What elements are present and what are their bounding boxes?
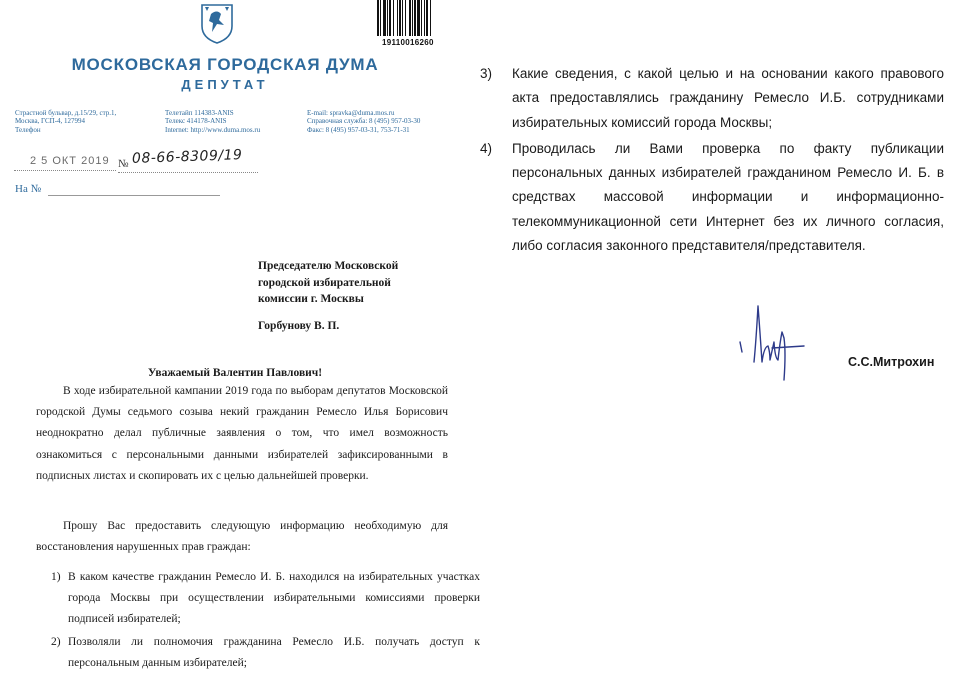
reference-line bbox=[48, 195, 220, 196]
org-name: МОСКОВСКАЯ ГОРОДСКАЯ ДУМА bbox=[71, 55, 379, 74]
contact-telex bbox=[165, 109, 260, 134]
letter-page-2 bbox=[470, 0, 960, 676]
addressee-line: комиссии г. Москвы bbox=[258, 293, 364, 305]
email-line: E-mail: spravka@duma.mos.ru bbox=[307, 109, 395, 117]
email-line: Факс: 8 (495) 957-03-31, 753-71-31 bbox=[307, 125, 410, 134]
number-line bbox=[118, 172, 258, 173]
request-list-continued bbox=[480, 62, 944, 258]
list-item-text: Позволяли ли полномочия гражданина Ремесло И.Б. получать доступ к персональным данным избирателей; bbox=[68, 636, 480, 670]
date-stamp: 2 5 ОКТ 2019 bbox=[30, 155, 110, 167]
date-line bbox=[14, 170, 116, 171]
list-item-text: В каком качестве гражданин Ремесло И. Б. находился на избирательных участках города Москвы при осуществлении избирательными комиссиями проверки подписей избирателей; bbox=[68, 571, 480, 626]
outgoing-number: 08-66-8309/19 bbox=[131, 147, 243, 167]
telex-line: Телетайп 114383-ANIS bbox=[165, 109, 234, 117]
body-paragraph: Прошу Вас предоставить следующую информацию необходимую для восстановления нарушенных прав граждан: bbox=[36, 520, 448, 554]
greeting: Уважаемый Валентин Павлович! bbox=[147, 367, 323, 379]
list-item bbox=[480, 137, 944, 258]
list-item-number: 3) bbox=[480, 66, 493, 81]
addressee-line: городской избирательной bbox=[258, 276, 391, 289]
list-item-text: Проводилась ли Вами проверка по факту публикации персональных данных избирателей гражданином Ремесло И. Б. в средствах массовой информации и информационно-телекоммуникационной сети Интернет без их личного согласия, либо согласия законного представителя/представителя. bbox=[512, 140, 944, 254]
reference-label: На № bbox=[15, 183, 42, 195]
telex-line: Internet: http://www.duma.mos.ru bbox=[165, 125, 261, 134]
body-paragraph: В ходе избирательной кампании 2019 года по выборам депутатов Московской городской Думы седьмого созыва некий гражданин Ремесло Илья Борисович неоднократно делал публичные заявления о том, что имел возможность ознакомиться с персональными данными избирателей зафиксированными в подписных листах и скопировать их с целью дальнейшей проверки. bbox=[36, 385, 448, 482]
list-item bbox=[480, 62, 944, 135]
moscow-coat-of-arms-icon bbox=[199, 2, 235, 44]
addressee-line: Председателю Московской bbox=[258, 260, 399, 272]
telex-line: Телекс 414178-ANIS bbox=[165, 117, 227, 126]
list-item-number: 1) bbox=[51, 571, 61, 583]
barcode-number: 19110016260 bbox=[382, 38, 434, 47]
signature-icon bbox=[734, 302, 816, 384]
email-line: Справочная служба: 8 (495) 957-03-30 bbox=[307, 117, 421, 126]
barcode-icon bbox=[376, 0, 448, 36]
list-item-number: 2) bbox=[51, 636, 61, 648]
signer-name: С.С.Митрохин bbox=[848, 355, 935, 369]
org-subtitle: ДЕПУТАТ bbox=[181, 77, 269, 92]
address-line: Страстной бульвар, д.15/29, стр.1, bbox=[15, 109, 117, 117]
contact-address bbox=[15, 109, 116, 134]
addressee-name: Горбунову В. П. bbox=[258, 320, 340, 332]
address-line: Москва, ГСП-4, 127994 bbox=[15, 117, 86, 126]
list-item bbox=[36, 567, 480, 631]
contact-email bbox=[307, 109, 420, 134]
number-sign: № bbox=[118, 158, 129, 170]
list-item-number: 4) bbox=[480, 140, 493, 156]
address-line: Телефон bbox=[15, 125, 41, 134]
list-item-text: Какие сведения, с какой целью и на основании какого правового акта предоставлялись гражданину Ремесло И.Б. сотрудниками избирательных комиссий города Москвы; bbox=[512, 66, 944, 130]
list-item bbox=[36, 632, 480, 674]
addressee bbox=[258, 258, 458, 308]
